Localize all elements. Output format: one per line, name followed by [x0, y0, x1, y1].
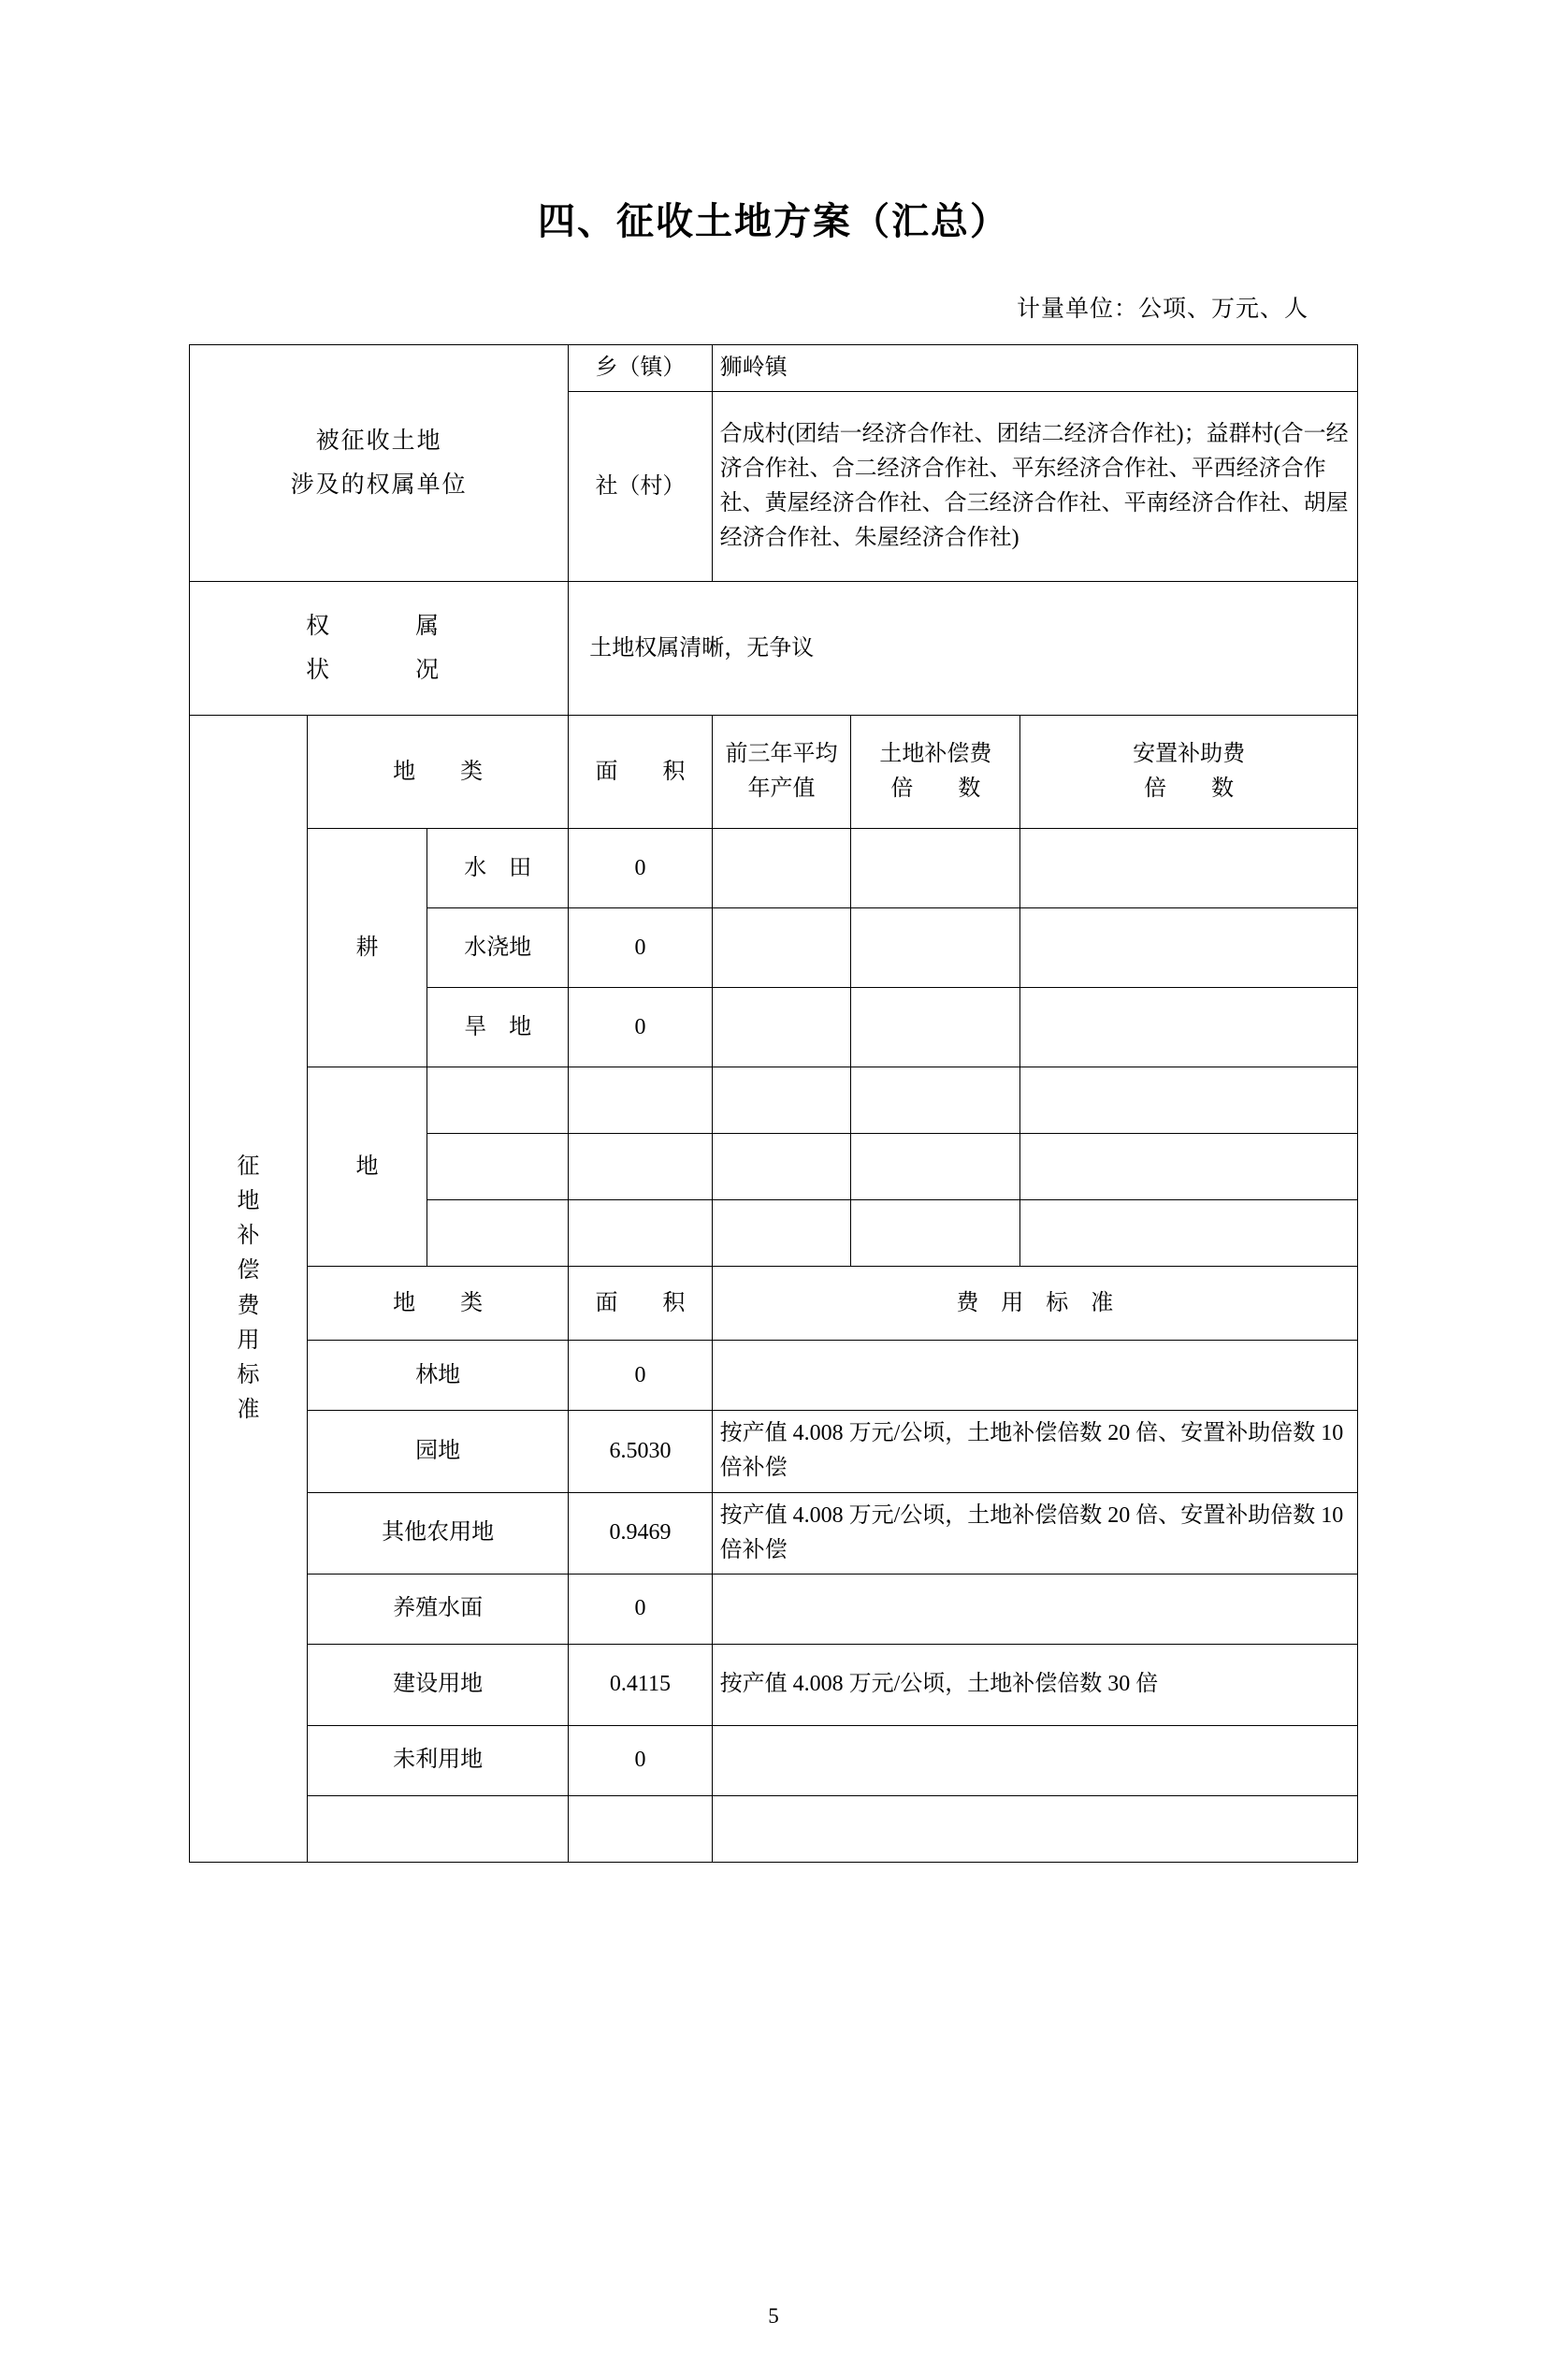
table-row — [190, 1411, 1358, 1492]
header-fee-standard: 费 用 标 准 — [712, 1267, 1357, 1341]
land-type-name — [427, 1067, 569, 1134]
land-area: 0 — [569, 1341, 712, 1411]
average-output — [712, 1200, 851, 1267]
land-type-name: 旱 地 — [427, 988, 569, 1067]
table-row — [190, 1574, 1358, 1644]
ownership-label-line1: 权 属 — [306, 613, 453, 639]
land-type-name: 未利用地 — [307, 1725, 568, 1795]
header-average-output-line2: 年产值 — [747, 776, 816, 802]
farmland-group-label-top: 耕 — [307, 829, 427, 1067]
land-compensation-multiple — [851, 829, 1020, 908]
fee-standard — [712, 1574, 1357, 1644]
land-type-name: 林地 — [307, 1341, 568, 1411]
table-row — [190, 1644, 1358, 1725]
table-row — [190, 1067, 1358, 1134]
land-area — [569, 1795, 712, 1862]
header-area-2: 面 积 — [569, 1267, 712, 1341]
resettlement-multiple — [1020, 1200, 1358, 1267]
header-average-output — [712, 716, 851, 829]
unit-label-cell — [190, 345, 569, 582]
land-area: 0.9469 — [569, 1492, 712, 1574]
unit-label-line2: 涉及的权属单位 — [290, 472, 468, 499]
fee-standard — [712, 1795, 1357, 1862]
document-page — [0, 192, 1547, 2380]
measurement-unit-note: 计量单位：公项、万元、人 — [1016, 297, 1308, 322]
fee-standard: 按产值 4.008 万元/公顷，土地补偿倍数 20 倍、安置补助倍数 10 倍补偿 — [712, 1411, 1357, 1492]
average-output — [712, 1134, 851, 1200]
table-row — [190, 829, 1358, 908]
township-label: 乡（镇） — [569, 345, 712, 392]
township-value: 狮岭镇 — [712, 345, 1357, 392]
land-compensation-multiple — [851, 988, 1020, 1067]
fee-standard — [712, 1341, 1357, 1411]
header-resettlement-line2: 倍 数 — [1144, 776, 1235, 802]
land-compensation-multiple — [851, 1067, 1020, 1134]
resettlement-multiple — [1020, 908, 1358, 988]
land-type-name: 建设用地 — [307, 1644, 568, 1725]
land-type-name — [307, 1795, 568, 1862]
header-average-output-line1: 前三年平均 — [725, 742, 838, 766]
ownership-value — [569, 582, 1358, 716]
village-value: 合成村(团结一经济合作社、团结二经济合作社)；益群村(合一经济合作社、合二经济合作社、平东经济合作社、平西经济合作社、黄屋经济合作社、合三经济合作社、平南经济合作社、胡屋经济合作社、朱屋经济合作社) — [712, 392, 1357, 582]
header-land-compensation — [851, 716, 1020, 829]
land-type-name: 其他农用地 — [307, 1492, 568, 1574]
land-compensation-multiple — [851, 1134, 1020, 1200]
resettlement-multiple — [1020, 829, 1358, 908]
land-area — [569, 1067, 712, 1134]
land-area: 0 — [569, 908, 712, 988]
ownership-value-text: 土地权属清晰，无争议 — [589, 635, 815, 660]
header-land-compensation-line2: 倍 数 — [890, 776, 981, 802]
land-compensation-multiple — [851, 1200, 1020, 1267]
table-row — [190, 1795, 1358, 1862]
table-row — [190, 345, 1358, 392]
land-type-name: 园地 — [307, 1411, 568, 1492]
land-type-name — [427, 1200, 569, 1267]
fee-standard: 按产值 4.008 万元/公顷，土地补偿倍数 30 倍 — [712, 1644, 1357, 1725]
land-area: 0 — [569, 1725, 712, 1795]
header-resettlement-subsidy — [1020, 716, 1358, 829]
table-row — [190, 1725, 1358, 1795]
side-label-compensation-standard: 征 地 补 偿 费 用 标 准 — [190, 716, 308, 1863]
page-number: 5 — [768, 2304, 779, 2328]
land-area: 0.4115 — [569, 1644, 712, 1725]
land-compensation-multiple — [851, 908, 1020, 988]
land-area: 0 — [569, 988, 712, 1067]
land-area: 6.5030 — [569, 1411, 712, 1492]
resettlement-multiple — [1020, 988, 1358, 1067]
table-header-row — [190, 716, 1358, 829]
village-label: 社（村） — [569, 392, 712, 582]
land-type-name: 养殖水面 — [307, 1574, 568, 1644]
land-area: 0 — [569, 1574, 712, 1644]
table-row — [190, 1492, 1358, 1574]
ownership-label-cell — [190, 582, 569, 716]
resettlement-multiple — [1020, 1134, 1358, 1200]
resettlement-multiple — [1020, 1067, 1358, 1134]
header-land-type-2: 地 类 — [307, 1267, 568, 1341]
land-area: 0 — [569, 829, 712, 908]
page-title: 四、征收土地方案（汇总） — [538, 200, 1009, 242]
header-resettlement-line1: 安置补助费 — [1133, 742, 1246, 766]
average-output — [712, 829, 851, 908]
average-output — [712, 908, 851, 988]
land-acquisition-table — [189, 344, 1358, 1863]
fee-standard — [712, 1725, 1357, 1795]
average-output — [712, 1067, 851, 1134]
table-header-row — [190, 1267, 1358, 1341]
land-type-name — [427, 1134, 569, 1200]
unit-label-line1: 被征收土地 — [315, 428, 442, 454]
average-output — [712, 988, 851, 1067]
table-row — [190, 1341, 1358, 1411]
header-land-compensation-line1: 土地补偿费 — [879, 742, 992, 766]
land-area — [569, 1134, 712, 1200]
farmland-group-label-bottom: 地 — [307, 1067, 427, 1267]
land-type-name: 水 田 — [427, 829, 569, 908]
land-area — [569, 1200, 712, 1267]
land-type-name: 水浇地 — [427, 908, 569, 988]
table-row — [190, 582, 1358, 716]
ownership-label-line2: 状 况 — [306, 658, 453, 684]
header-land-type: 地 类 — [307, 716, 568, 829]
fee-standard: 按产值 4.008 万元/公顷，土地补偿倍数 20 倍、安置补助倍数 10 倍补偿 — [712, 1492, 1357, 1574]
header-area: 面 积 — [569, 716, 712, 829]
